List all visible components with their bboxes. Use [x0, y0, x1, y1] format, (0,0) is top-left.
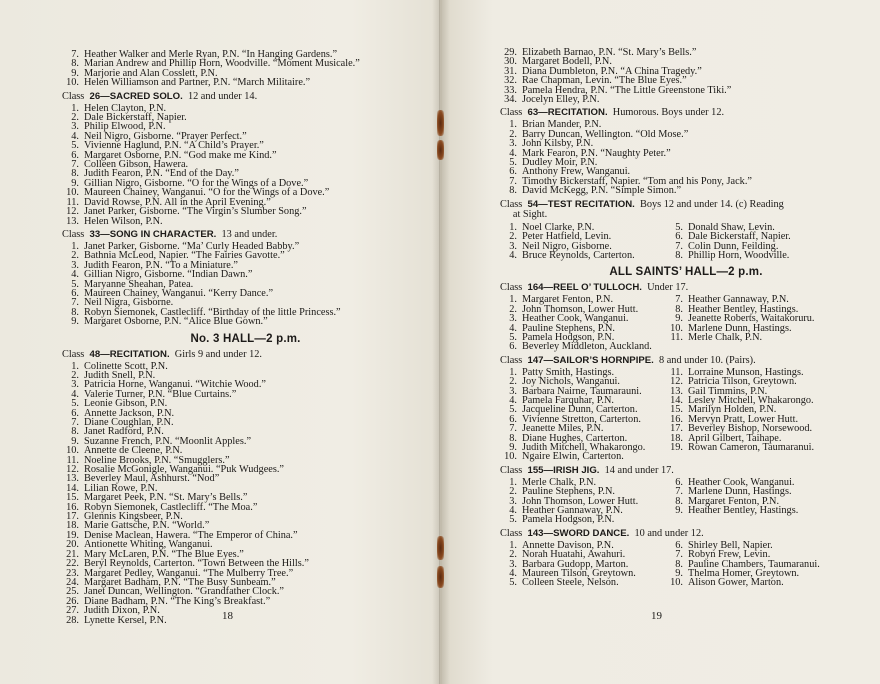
entry-text: Janet Parker, Gisborne. “The Virgin’s Slumber Song.”	[84, 206, 307, 218]
entry-text: Vivienne Haglund, P.N. “A Child’s Prayer.”	[84, 140, 264, 152]
entry-number: 5.	[509, 331, 517, 343]
entry-text: Barbara Nairne, Taumarauni.	[522, 385, 642, 397]
entry-text: Patty Smith, Hastings.	[522, 366, 615, 378]
entry-number: 6.	[675, 539, 683, 551]
class-heading-164: Class 164—REEL O’ TULLOCH. Under 17.	[500, 282, 689, 294]
entry-text: Diane Coughlan, P.N.	[84, 417, 174, 428]
entry-text: Ngaire Elwin, Carterton.	[522, 451, 624, 463]
entry-line	[62, 217, 429, 226]
entry-number: 7.	[675, 294, 683, 306]
entry-number: 6.	[675, 231, 683, 243]
entry-text: Neil Nigro, Gisborne.	[522, 240, 612, 252]
entry-text: Noel Clarke, P.N.	[522, 221, 595, 233]
entry-text: Rae Chapman, Levin. “The Blue Eyes.”	[522, 75, 687, 87]
entry-text: Alison Gower, Marton.	[688, 577, 784, 589]
entry-number: 9.	[71, 316, 79, 328]
entry-number: 4.	[71, 130, 79, 142]
entry-number: 8.	[71, 306, 79, 318]
entry-text: Heather Cook, Wanganui.	[522, 313, 629, 325]
entry-text: Beverley Middleton, Auckland.	[522, 341, 652, 353]
entry-line	[500, 578, 666, 587]
entry-text: Barry Duncan, Wellington. “Old Mose.”	[522, 128, 689, 140]
entry-text: Margaret Peek, P.N. “St. Mary’s Bells.”	[84, 492, 248, 504]
entry-text: Neil Nigro, Gisborne. “Prayer Perfect.”	[84, 130, 247, 142]
entry-text: Diane Badham, P.N. “The King’s Breakfast.”	[84, 595, 271, 607]
entry-text: Gail Timmins, P.N.	[688, 385, 768, 397]
entry-line	[666, 578, 866, 587]
entry-line	[500, 186, 872, 195]
entry-text: John Thomson, Lower Hutt.	[522, 495, 639, 507]
entry-number: 30.	[504, 56, 517, 68]
entry-number: 6.	[71, 287, 79, 299]
class-heading-63: Class 63—RECITATION. Humorous. Boys under 12.	[500, 107, 725, 119]
entry-number: 13.	[670, 385, 683, 397]
entry-number: 11.	[66, 196, 79, 208]
entry-number: 5.	[71, 398, 79, 410]
entry-number: 7.	[675, 549, 683, 561]
entry-text: Colin Dunn, Feilding.	[688, 240, 779, 252]
entry-number: 2.	[509, 303, 517, 315]
entry-number: 10.	[670, 322, 683, 334]
entry-text: Heather Gannaway, P.N.	[522, 505, 623, 517]
staple-mark	[437, 536, 444, 560]
entry-text: Jacqueline Dunn, Carterton.	[522, 404, 638, 416]
entry-number: 10.	[66, 77, 79, 89]
entry-text: Maureen Chainey, Wanganui. “O for the Wings of a Dove.”	[84, 187, 330, 199]
entry-text: Merle Chalk, P.N.	[688, 331, 763, 343]
entry-text: Beryl Reynolds, Carterton. “Town Between the Hills.”	[84, 558, 309, 570]
entry-number: 14.	[670, 394, 683, 406]
entry-number: 25.	[66, 586, 79, 598]
entry-text: Colleen Steele, Nelson.	[522, 577, 619, 589]
entry-number: 7.	[71, 49, 79, 60]
entry-number: 10.	[670, 577, 683, 589]
entry-text: Leonie Gibson, P.N.	[84, 398, 168, 410]
entry-number: 8.	[675, 558, 683, 570]
entry-text: Jeanette Roberts, Waitakoruru.	[688, 313, 815, 325]
staple-mark	[437, 110, 444, 136]
entry-text: Heather Bentley, Hastings.	[688, 303, 799, 315]
entry-text: Annette de Cleene, P.N.	[84, 445, 183, 457]
entry-text: Noeline Brooks, P.N. “Smugglers.”	[84, 454, 230, 466]
entry-text: Margaret Pedley, Wanganui. “The Mulberry Tree.”	[84, 567, 294, 579]
entry-number: 3.	[509, 385, 517, 397]
entry-text: Margaret Bodell, P.N.	[522, 56, 612, 68]
entry-text: Phillip Horn, Woodville.	[688, 249, 790, 261]
entry-number: 15.	[670, 404, 683, 416]
entry-text: Lorraine Munson, Hastings.	[688, 366, 804, 378]
entry-number: 4.	[509, 394, 517, 406]
right-page	[440, 0, 880, 684]
entry-number: 2.	[509, 231, 517, 243]
entry-number: 1.	[509, 221, 517, 233]
entry-number: 2.	[509, 486, 517, 498]
entry-text: Jeanette Miles, P.N.	[522, 423, 604, 435]
entry-list-continued	[62, 50, 429, 88]
entry-text: Neil Nigra, Gisborne.	[84, 297, 174, 309]
entry-text: David Rowse, P.N. All in the April Evening.”	[84, 196, 271, 208]
entry-number: 5.	[71, 140, 79, 152]
entry-text: Diane Hughes, Carterton.	[522, 432, 628, 444]
entry-text: Shirley Bell, Napier.	[688, 539, 773, 551]
entry-number: 3.	[509, 558, 517, 570]
entry-number: 2.	[509, 549, 517, 561]
entry-text: Marian Andrew and Phillip Horn, Woodville. “Moment Musicale.”	[84, 58, 360, 70]
entry-text: Glennis Kingsbeer, P.N.	[84, 511, 183, 523]
entry-text: Maryanne Sheahan, Patea.	[84, 278, 194, 290]
class-heading-26: Class 26—SACRED SOLO. 12 and under 14.	[62, 90, 258, 102]
entry-text: Judith Snell, P.N.	[84, 369, 156, 381]
entry-number: 6.	[509, 166, 517, 178]
entry-text: Lynette Kersel, P.N.	[84, 614, 167, 626]
class-heading-147: Class 147—SAILOR’S HORNPIPE. 8 and under 10. (Pairs).	[500, 354, 756, 366]
entry-number: 8.	[71, 426, 79, 438]
entry-number: 26.	[66, 595, 79, 607]
entry-text: Margaret Badham, P.N. “The Busy Sunbeam.”	[84, 576, 276, 588]
entry-text: Anthony Frew, Wanganui.	[522, 166, 631, 178]
entry-text: Rowan Cameron, Taumaranui.	[688, 442, 815, 453]
entry-number: 10.	[66, 187, 79, 199]
entry-text: Robyn Siemonek, Castlecliff. “Birthday of the little Princess.”	[84, 306, 341, 318]
entry-text: Norah Huatahi, Awahuri.	[522, 549, 626, 561]
entry-number: 27.	[66, 605, 79, 617]
entry-text: Marlene Dunn, Hastings.	[688, 486, 792, 498]
entry-text: Marilyn Holden, P.N.	[688, 404, 777, 416]
entry-number: 9.	[675, 568, 683, 580]
entry-number: 4.	[509, 322, 517, 334]
entry-number: 7.	[71, 159, 79, 171]
entry-number: 1.	[71, 360, 79, 372]
entry-text: Margaret Osborne, P.N. “God make me Kind.”	[84, 149, 277, 161]
entry-text: Robyn Frew, Levin.	[688, 549, 771, 561]
entry-text: Annette Jackson, P.N.	[84, 407, 175, 419]
entry-text: Bathnia McLeod, Napier. “The Fairies Gavotte.”	[84, 250, 285, 262]
entry-text: Heather Gannaway, P.N.	[688, 294, 789, 306]
entry-text: Brian Mander, P.N.	[522, 119, 602, 131]
staple-mark	[437, 566, 444, 588]
entry-line	[500, 95, 872, 104]
entry-text: John Thomson, Lower Hutt.	[522, 303, 639, 315]
class-54-entries	[500, 223, 872, 261]
entry-number: 1.	[509, 119, 517, 131]
entry-number: 24.	[66, 576, 79, 588]
entry-number: 7.	[71, 297, 79, 309]
entry-number: 4.	[509, 505, 517, 517]
entry-number: 10.	[504, 451, 517, 463]
entry-number: 9.	[71, 177, 79, 189]
entry-number: 5.	[509, 157, 517, 169]
entry-number: 7.	[675, 240, 683, 252]
entry-line	[62, 616, 429, 625]
entry-number: 5.	[71, 278, 79, 290]
class-heading-143: Class 143—SWORD DANCE. 10 and under 12.	[500, 527, 704, 539]
entry-line	[666, 443, 866, 452]
entry-text: Timothy Bickerstaff, Napier. “Tom and his Pony, Jack.”	[522, 175, 752, 187]
entry-text: Colinette Scott, P.N.	[84, 360, 168, 372]
entry-list-continued	[500, 48, 872, 104]
entry-line	[62, 78, 429, 87]
entry-number: 7.	[71, 417, 79, 428]
entry-text: Pamela Hodgson, P.N.	[522, 514, 615, 526]
entry-number: 6.	[71, 149, 79, 161]
class-63-entries	[500, 120, 872, 195]
entry-text: April Gilbert, Taihape.	[688, 432, 782, 444]
entry-text: Helen Clayton, P.N.	[84, 102, 167, 114]
entry-number: 8.	[509, 432, 517, 444]
entry-number: 7.	[509, 423, 517, 435]
entry-number: 4.	[71, 269, 79, 281]
entry-number: 19.	[66, 529, 79, 541]
entry-text: Helen Wilson, P.N.	[84, 215, 163, 227]
entry-number: 7.	[509, 175, 517, 187]
entry-text: Barbara Gudopp, Marton.	[522, 558, 629, 570]
class-heading-54: Class 54—TEST RECITATION. Boys 12 and under 14. (c) Reading at Sight.	[500, 198, 784, 220]
entry-text: Denise Maclean, Hawera. “The Emperor of China.”	[84, 529, 298, 541]
entry-number: 8.	[675, 303, 683, 315]
entry-number: 31.	[504, 65, 517, 77]
class-heading-33: Class 33—SONG IN CHARACTER. 13 and under.	[62, 228, 278, 240]
entry-number: 4.	[509, 249, 517, 261]
entry-number: 8.	[509, 185, 517, 197]
entry-text: Pamela Farquhar, P.N.	[522, 394, 614, 406]
entry-number: 3.	[509, 313, 517, 325]
page-number: 18	[222, 610, 233, 622]
entry-number: 6.	[675, 476, 683, 488]
entry-number: 8.	[675, 249, 683, 261]
entry-text: Suzanne French, P.N. “Moonlit Apples.”	[84, 435, 252, 447]
entry-line	[500, 452, 666, 461]
entry-text: Merle Chalk, P.N.	[522, 476, 597, 488]
entry-text: Marlene Dunn, Hastings.	[688, 322, 792, 334]
entry-text: Gillian Nigro, Gisborne. “Indian Dawn.”	[84, 269, 253, 281]
entry-text: Philip Elwood, P.N.	[84, 121, 166, 133]
entry-number: 23.	[66, 567, 79, 579]
entry-number: 1.	[71, 102, 79, 114]
entry-number: 6.	[509, 413, 517, 425]
entry-number: 4.	[509, 568, 517, 580]
entry-number: 15.	[66, 492, 79, 504]
entry-number: 8.	[71, 58, 79, 70]
entry-text: Maureen Tilson, Greytown.	[522, 568, 636, 580]
entry-text: Pauline Chambers, Taumaranui.	[688, 558, 820, 570]
entry-number: 32.	[504, 75, 517, 87]
entry-text: Beverley Maul, Ashhurst. “Nod”	[84, 473, 220, 485]
entry-number: 1.	[509, 294, 517, 306]
entry-number: 11.	[66, 454, 79, 466]
entry-line	[62, 317, 429, 326]
entry-text: Donald Shaw, Levin.	[688, 221, 775, 233]
entry-text: Marie Gattsche, P.N. “World.”	[84, 520, 210, 532]
entry-number: 9.	[71, 435, 79, 447]
entry-text: Pamela Hodgson, P.N.	[522, 331, 615, 343]
entry-number: 8.	[71, 168, 79, 180]
entry-number: 11.	[670, 331, 683, 343]
entry-number: 4.	[71, 388, 79, 400]
entry-number: 20.	[66, 539, 79, 551]
entry-text: Peter Hatfield, Levin.	[522, 231, 612, 243]
entry-number: 9.	[509, 442, 517, 453]
entry-number: 29.	[504, 47, 517, 58]
entry-number: 33.	[504, 84, 517, 96]
class-147-entries	[500, 368, 872, 462]
entry-text: Mary McLaren, P.N. “The Blue Eyes.”	[84, 548, 244, 560]
entry-number: 5.	[509, 404, 517, 416]
entry-number: 9.	[675, 313, 683, 325]
entry-number: 22.	[66, 558, 79, 570]
entry-text: Mervyn Pratt, Lower Hutt.	[688, 413, 799, 425]
entry-text: John Kilsby, P.N.	[522, 138, 594, 150]
entry-number: 2.	[509, 376, 517, 388]
entry-text: Colleen Gibson, Hawera.	[84, 159, 189, 171]
entry-text: Pamela Hendra, P.N. “The Little Greenstone Tiki.”	[522, 84, 732, 96]
entry-number: 9.	[71, 67, 79, 79]
entry-text: Margaret Fenton, P.N.	[688, 495, 780, 507]
entry-number: 19.	[670, 442, 683, 453]
entry-number: 8.	[675, 495, 683, 507]
entry-text: Marjorie and Alan Cosslett, P.N.	[84, 67, 218, 79]
entry-text: Judith Fearon, P.N. “End of the Day.”	[84, 168, 239, 180]
entry-number: 2.	[71, 250, 79, 262]
entry-number: 2.	[71, 369, 79, 381]
entry-number: 1.	[71, 240, 79, 252]
entry-text: Diana Dumbleton, P.N. “A China Tragedy.”	[522, 65, 702, 77]
entry-number: 3.	[509, 495, 517, 507]
entry-line	[666, 506, 866, 515]
page-number: 19	[651, 610, 662, 622]
entry-number: 9.	[675, 505, 683, 517]
entry-text: Heather Bentley, Hastings.	[688, 505, 799, 517]
entry-text: Judith Dixon, P.N.	[84, 605, 160, 617]
entry-text: Heather Walker and Merle Ryan, P.N. “In Hanging Gardens.”	[84, 49, 338, 60]
entry-number: 11.	[670, 366, 683, 378]
entry-text: Mark Fearon, P.N. “Naughty Peter.”	[522, 147, 671, 159]
staple-mark	[437, 140, 444, 160]
entry-number: 6.	[509, 341, 517, 353]
entry-text: Beverley Bishop, Norsewood.	[688, 423, 813, 435]
entry-text: Janet Parker, Gisborne. “Ma’ Curly Headed Babby.”	[84, 240, 300, 252]
entry-text: Gillian Nigro, Gisborne. “O for the Wings of a Dove.”	[84, 177, 309, 189]
class-48-entries	[62, 362, 429, 625]
entry-line	[666, 251, 866, 260]
entry-number: 3.	[71, 259, 79, 271]
entry-text: Annette Davison, P.N.	[522, 539, 614, 551]
entry-text: Valerie Turner, P.N. “Blue Curtains.”	[84, 388, 237, 400]
entry-number: 6.	[71, 407, 79, 419]
entry-text: Dudley Moir, P.N.	[522, 157, 598, 169]
entry-number: 5.	[675, 221, 683, 233]
entry-text: Janet Radford, P.N.	[84, 426, 164, 438]
entry-number: 17.	[670, 423, 683, 435]
entry-number: 13.	[66, 473, 79, 485]
entry-number: 13.	[66, 215, 79, 227]
entry-text: Elizabeth Barnao, P.N. “St. Mary’s Bells.”	[522, 47, 697, 58]
entry-number: 12.	[670, 376, 683, 388]
entry-line	[500, 251, 666, 260]
entry-text: Margaret Fenton, P.N.	[522, 294, 614, 306]
entry-text: Pauline Stephens, P.N.	[522, 322, 615, 334]
entry-text: Dale Bickerstaff, Napier.	[688, 231, 791, 243]
class-33-entries	[62, 242, 429, 327]
class-143-entries	[500, 541, 872, 588]
entry-number: 3.	[71, 121, 79, 133]
entry-text: Judith Fearon, P.N. “To a Miniature.”	[84, 259, 238, 271]
hall-heading: No. 3 HALL—2 p.m.	[190, 332, 301, 345]
entry-text: Margaret Osborne, P.N. “Alice Blue Gown.”	[84, 316, 268, 328]
entry-text: Robyn Siemonek, Castlecliff. “The Moa.”	[84, 501, 258, 513]
entry-text: Maureen Chainey, Wanganui. “Kerry Dance.”	[84, 287, 274, 299]
entry-number: 4.	[509, 147, 517, 159]
entry-number: 16.	[670, 413, 683, 425]
entry-text: Helen Williamson and Partner, P.N. “March Militaire.”	[84, 77, 311, 89]
entry-line	[666, 333, 866, 342]
class-heading-48: Class 48—RECITATION. Girls 9 and under 12.	[62, 348, 263, 360]
entry-number: 5.	[509, 514, 517, 526]
entry-number: 1.	[509, 476, 517, 488]
entry-number: 10.	[66, 445, 79, 457]
entry-number: 17.	[66, 511, 79, 523]
entry-text: Janet Duncan, Wellington. “Grandfather Clock.”	[84, 586, 284, 598]
class-155-entries	[500, 478, 872, 525]
entry-line	[500, 515, 666, 524]
entry-text: Vivienne Stretton, Carterton.	[522, 413, 641, 425]
entry-text: Jocelyn Elley, P.N.	[522, 94, 600, 106]
entry-number: 28.	[66, 614, 79, 626]
entry-text: Pauline Stephens, P.N.	[522, 486, 615, 498]
entry-number: 1.	[509, 366, 517, 378]
entry-text: Joy Nichols, Wanganui.	[522, 376, 620, 388]
entry-number: 1.	[509, 539, 517, 551]
entry-number: 21.	[66, 548, 79, 560]
entry-text: Dale Bickerstaff, Napier.	[84, 112, 187, 124]
entry-number: 16.	[66, 501, 79, 513]
entry-text: Lesley Mitchell, Whakarongo.	[688, 394, 814, 406]
entry-text: Patricia Horne, Wanganui. “Witchie Wood.”	[84, 379, 266, 391]
class-heading-155: Class 155—IRISH JIG. 14 and under 17.	[500, 464, 674, 476]
entry-number: 14.	[66, 482, 79, 494]
entry-number: 12.	[66, 464, 79, 476]
entry-text: Heather Cook, Wanganui.	[688, 476, 795, 488]
entry-number: 34.	[504, 94, 517, 106]
entry-text: David McKegg, P.N. “Simple Simon.”	[522, 185, 682, 197]
entry-text: Thelma Homer, Greytown.	[688, 568, 800, 580]
class-26-entries	[62, 104, 429, 226]
entry-number: 2.	[71, 112, 79, 124]
entry-number: 7.	[675, 486, 683, 498]
entry-number: 18.	[66, 520, 79, 532]
entry-number: 2.	[509, 128, 517, 140]
hall-heading: ALL SAINTS’ HALL—2 p.m.	[609, 266, 763, 279]
class-164-entries	[500, 295, 872, 351]
entry-number: 3.	[509, 240, 517, 252]
entry-text: Bruce Reynolds, Carterton.	[522, 249, 635, 261]
entry-text: Patricia Tilson, Greytown.	[688, 376, 797, 388]
entry-text: Judith Mitchell, Whakarongo.	[522, 442, 646, 453]
entry-number: 12.	[66, 206, 79, 218]
entry-number: 18.	[670, 432, 683, 444]
entry-line	[500, 342, 666, 351]
entry-number: 3.	[71, 379, 79, 391]
entry-text: Rosalie McGonigle, Wanganui. “Puk Wudgees.”	[84, 464, 284, 476]
entry-text: Antionette Whiting, Wanganui.	[84, 539, 213, 551]
entry-number: 5.	[509, 577, 517, 589]
entry-text: Lilian Rowe, P.N.	[84, 482, 158, 494]
entry-number: 3.	[509, 138, 517, 150]
